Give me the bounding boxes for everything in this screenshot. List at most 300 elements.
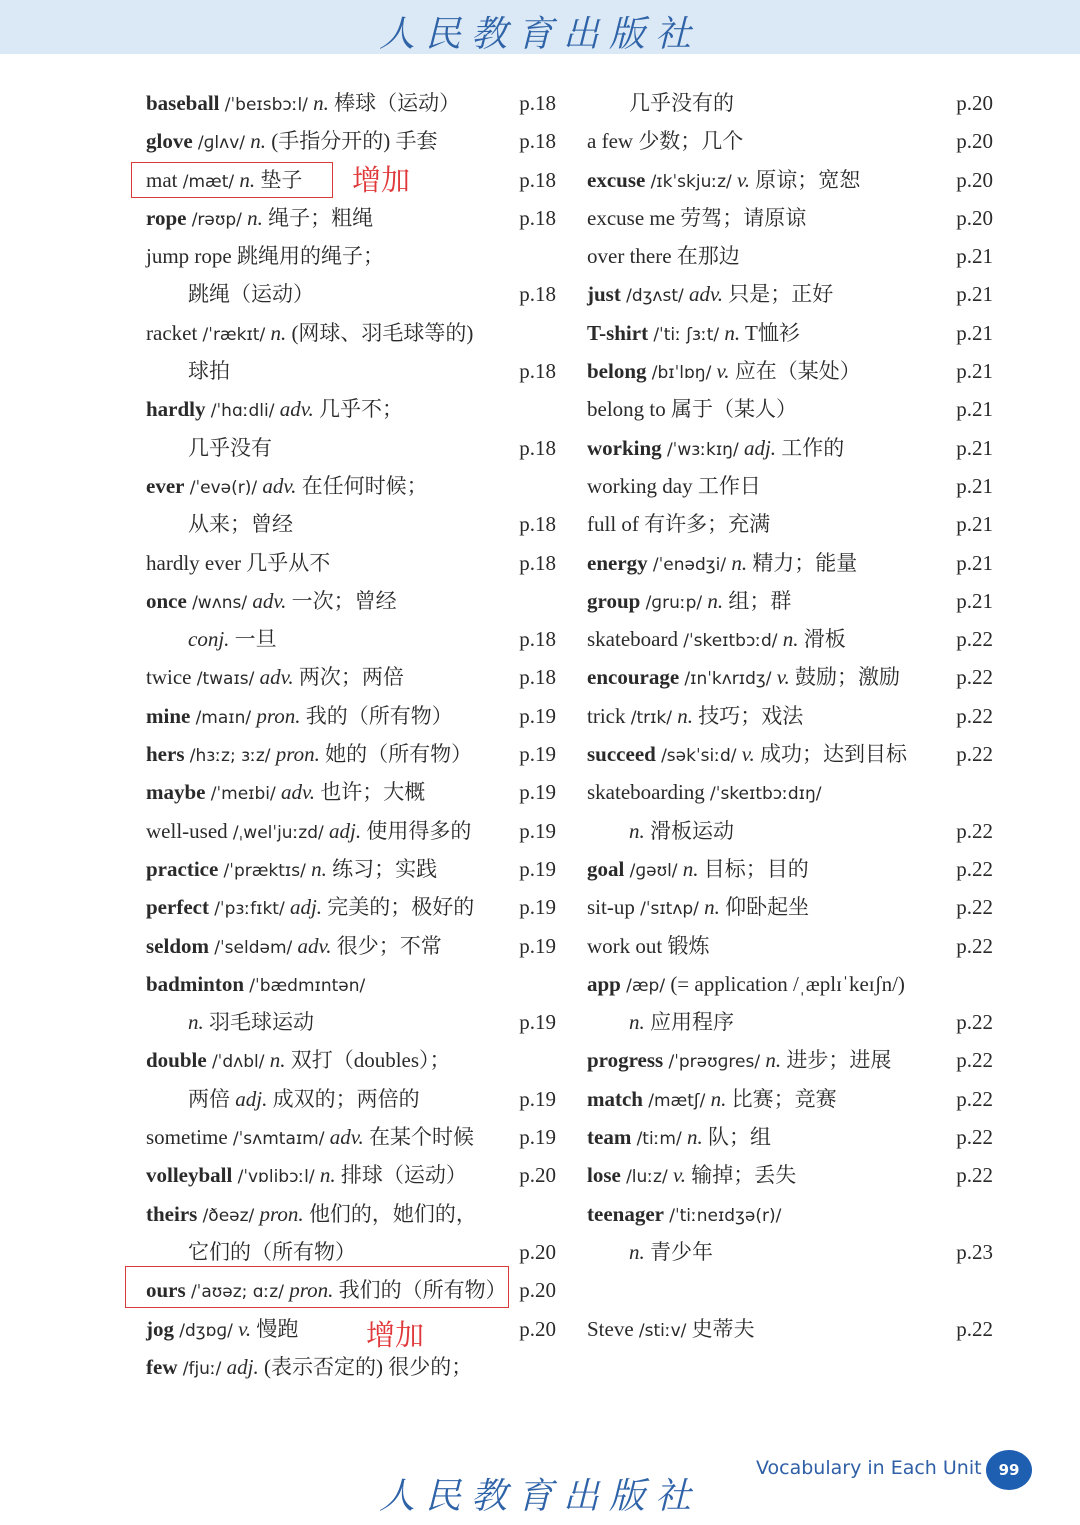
definition: 鼓励；激励: [794, 665, 900, 690]
page-number-badge: 99: [986, 1450, 1032, 1490]
added-label-jog: 增加: [366, 1318, 425, 1352]
headword: teenager: [587, 1201, 664, 1226]
phonetic: /ˈevə(r)/: [189, 477, 258, 498]
definition: 一次；曾经: [291, 588, 397, 613]
vocab-row: [587, 850, 993, 888]
page-ref: p.21: [956, 320, 993, 345]
definition: (手指分开的) 手套: [271, 129, 438, 154]
vocab-entry: [188, 505, 293, 543]
vocab-row: [587, 735, 993, 773]
phonetic: /ˈbædmɪntən/: [249, 975, 366, 996]
page-ref: p.21: [956, 588, 993, 613]
vocab-column-left: [146, 84, 556, 1386]
vocab-row: [146, 544, 556, 582]
definition: 劳驾；请原谅: [680, 205, 807, 230]
phonetic: /ðeəz/: [202, 1205, 255, 1226]
phonetic: /ˈsɪtʌp/: [640, 899, 699, 920]
vocab-entry: [587, 888, 809, 928]
vocab-entry: [587, 1310, 755, 1350]
headword: match: [587, 1086, 643, 1111]
vocab-entry: [587, 620, 846, 660]
definition: 应在（某处）: [734, 359, 861, 384]
page-ref: p.18: [519, 359, 556, 384]
part-of-speech: n.: [710, 1086, 727, 1111]
headword: T-shirt: [587, 320, 649, 345]
definition: 队；组: [707, 1125, 771, 1150]
definition: 几乎从不: [246, 550, 331, 575]
headword: baseball: [146, 91, 220, 115]
phonetic: /mætʃ/: [648, 1090, 706, 1111]
phonetic: /rəʊp/: [191, 209, 242, 230]
phonetic: /æp/: [626, 975, 666, 996]
vocab-entry: [146, 199, 373, 239]
vocab-entry: [146, 467, 428, 507]
page-ref: p.22: [956, 665, 993, 690]
vocab-entry: [587, 1118, 771, 1158]
page-ref: p.22: [956, 742, 993, 767]
phonetic: /ɪkˈskjuːz/: [650, 171, 732, 192]
vocab-row: [146, 122, 556, 160]
phonetic: /ˈseldəm/: [214, 937, 293, 958]
vocab-row: [587, 965, 993, 1003]
vocab-row: [146, 1003, 556, 1041]
vocab-entry: [188, 620, 277, 658]
vocab-entry: [587, 735, 907, 775]
headword: ours: [146, 1278, 186, 1303]
entry-term: work out: [587, 933, 663, 958]
definition: 应用程序: [650, 1010, 734, 1035]
page-ref: p.21: [956, 473, 993, 498]
definition: 他们的，她们的，: [308, 1201, 477, 1226]
entry-term: mat: [146, 167, 178, 192]
definition: 羽毛球运动: [209, 1010, 314, 1035]
vocab-entry: [587, 237, 740, 275]
entry-term: a few: [587, 129, 634, 154]
page-ref: p.21: [956, 282, 993, 307]
vocab-entry: [146, 658, 404, 698]
vocab-entry: [146, 582, 397, 622]
headword: hers: [146, 742, 185, 767]
page-ref: p.18: [519, 205, 556, 230]
definition: 排球（运动）: [340, 1163, 467, 1188]
definition: 很少；不常: [336, 933, 442, 958]
vocab-entry: [587, 1041, 891, 1081]
vocab-row: [146, 237, 556, 275]
definition: 几乎不；: [318, 397, 403, 422]
headword: progress: [587, 1048, 664, 1073]
vocab-entry: [146, 1118, 474, 1158]
vocab-entry: [587, 199, 806, 237]
phonetic: /bɪˈlɒŋ/: [651, 363, 712, 384]
part-of-speech: n.: [686, 1125, 703, 1150]
definition: 原谅；宽恕: [755, 167, 861, 192]
phonetic: /ɡəʊl/: [629, 860, 678, 881]
part-of-speech: n.: [247, 205, 263, 230]
vocab-row: [146, 620, 556, 658]
definition: 使用得多的: [366, 818, 472, 843]
vocab-row: [587, 390, 993, 428]
vocab-entry: [188, 429, 272, 467]
vocab-entry: [587, 582, 791, 622]
phonetic: /ˈmeɪbi/: [210, 784, 276, 805]
highlight-box-ours: [125, 1266, 509, 1308]
vocab-entry: [587, 429, 844, 469]
part-of-speech: conj.: [188, 627, 230, 652]
entry-term: belong to: [587, 397, 666, 422]
vocab-row: [587, 1041, 993, 1079]
page-ref: p.22: [956, 1086, 993, 1111]
headword: energy: [587, 550, 648, 575]
vocab-row: [587, 429, 993, 467]
page-ref: p.21: [956, 244, 993, 269]
page-ref: p.18: [519, 435, 556, 460]
vocab-row: [146, 1310, 556, 1348]
vocab-row: [146, 1080, 556, 1118]
vocab-entry: [188, 1080, 420, 1118]
part-of-speech: v.: [776, 665, 790, 690]
part-of-speech: adv.: [297, 933, 332, 958]
headword: team: [587, 1125, 632, 1150]
headword: perfect: [146, 895, 209, 920]
definition: 她的（所有物）: [325, 742, 473, 767]
definition: 目标；目的: [703, 856, 809, 881]
part-of-speech: adj.: [289, 895, 323, 920]
vocab-entry: [587, 161, 860, 201]
headword: few: [146, 1354, 178, 1379]
part-of-speech: n.: [188, 1010, 204, 1035]
definition: 它们的（所有物）: [188, 1239, 356, 1264]
vocab-row: [587, 467, 993, 505]
page-ref: p.19: [519, 895, 556, 920]
vocab-entry: [146, 850, 437, 890]
definition: 我们的（所有物）: [338, 1278, 507, 1303]
part-of-speech: adv.: [280, 780, 315, 805]
vocab-entry: [587, 1156, 796, 1196]
page-ref: p.18: [519, 627, 556, 652]
page-ref: p.20: [956, 91, 993, 115]
page-ref: p.19: [519, 1086, 556, 1111]
part-of-speech: n.: [782, 627, 799, 652]
vocab-entry: [146, 314, 473, 354]
vocab-entry: [587, 927, 710, 965]
page-ref: p.21: [956, 512, 993, 537]
definition: 工作日: [697, 473, 761, 498]
definition: 锻炼: [667, 933, 710, 958]
phonetic: /ˈenədʒi/: [652, 554, 727, 575]
definition: 技巧；戏法: [698, 703, 804, 728]
vocab-row: [587, 1195, 993, 1233]
part-of-speech: n.: [629, 818, 645, 843]
definition: 也许；大概: [320, 780, 426, 805]
definition: 绳子；粗绳: [268, 205, 374, 230]
vocab-row: [587, 773, 993, 811]
page-ref: p.19: [519, 1125, 556, 1150]
page-ref: p.20: [519, 1316, 556, 1341]
headword: encourage: [587, 665, 680, 690]
part-of-speech: n.: [250, 129, 266, 154]
headword: excuse: [587, 167, 646, 192]
part-of-speech: v.: [716, 359, 730, 384]
part-of-speech: adv.: [259, 665, 294, 690]
headword: mine: [146, 703, 191, 728]
vocab-entry: [146, 965, 365, 1005]
phonetic: /ˌwelˈjuːzd/: [232, 822, 324, 843]
phonetic: /trɪk/: [630, 707, 673, 728]
definition: 从来；曾经: [188, 512, 293, 537]
phonetic: /mæt/: [182, 171, 235, 192]
vocab-entry: [587, 697, 803, 737]
phonetic: /ˈsʌmtaɪm/: [232, 1129, 325, 1150]
headword: hardly: [146, 397, 206, 422]
definition: 工作的: [781, 435, 845, 460]
entry-term: sometime: [146, 1125, 228, 1150]
vocab-row: [146, 658, 556, 696]
vocab-row: [587, 697, 993, 735]
vocab-row: [587, 1003, 993, 1041]
page-ref: p.21: [956, 397, 993, 422]
publisher-logo-top: 人民教育出版社: [378, 14, 701, 55]
vocab-row: [587, 582, 993, 620]
vocab-entry: [587, 965, 905, 1005]
vocab-row: [146, 582, 556, 620]
vocab-row: [587, 275, 993, 313]
vocab-entry: [587, 850, 809, 890]
vocab-entry: [587, 1080, 837, 1120]
part-of-speech: n.: [629, 1010, 645, 1035]
vocab-entry: [629, 84, 734, 122]
phonetic: /ɡlʌv/: [197, 133, 245, 154]
vocab-row: [587, 544, 993, 582]
definition: 两次；两倍: [298, 665, 404, 690]
entry-term: skateboard: [587, 627, 678, 652]
phonetic: /luːz/: [626, 1167, 668, 1188]
definition: 输掉；丢失: [691, 1163, 797, 1188]
vocab-row: [587, 161, 993, 199]
vocab-entry: [587, 275, 833, 315]
page-ref: p.20: [956, 167, 993, 192]
part-of-speech: adv.: [262, 473, 297, 498]
definition: 慢跑: [256, 1316, 299, 1341]
publisher-logo-bottom: 人民教育出版社: [378, 1476, 701, 1517]
vocab-row: [587, 1233, 993, 1271]
vocab-row: [587, 122, 993, 160]
headword: lose: [587, 1163, 621, 1188]
definition: 跳绳用的绳子；: [236, 244, 384, 269]
phonetic: /ˈaʊəz; ɑːz/: [190, 1282, 284, 1303]
phonetic: /ˈvɒlibɔːl/: [237, 1167, 315, 1188]
part-of-speech: adj.: [226, 1354, 259, 1379]
entry-term: over there: [587, 244, 672, 269]
page-ref: p.19: [519, 818, 556, 843]
vocab-entry: [146, 697, 453, 737]
vocab-row: [146, 1041, 556, 1079]
page-ref: p.20: [519, 1163, 556, 1188]
vocab-row: [146, 927, 556, 965]
definition: 两倍: [188, 1086, 230, 1111]
page-ref: p.22: [956, 1048, 993, 1073]
phonetic: /dʒʌst/: [626, 286, 684, 307]
vocab-entry: [146, 1156, 467, 1196]
entry-term: trick: [587, 703, 626, 728]
highlight-box-mat: [131, 162, 333, 198]
part-of-speech: adv.: [279, 397, 314, 422]
headword: theirs: [146, 1201, 198, 1226]
entry-term: jump rope: [146, 244, 232, 269]
page-ref: p.19: [519, 780, 556, 805]
entry-term: Steve: [587, 1316, 634, 1341]
phonetic: /ˈskeɪtbɔːd/: [683, 631, 778, 652]
vocab-row: [146, 199, 556, 237]
vocab-entry: [146, 1310, 298, 1350]
definition: 球拍: [188, 359, 230, 384]
vocab-entry: [146, 927, 442, 967]
definition: 在某个时候: [369, 1125, 474, 1150]
definition: 完美的；极好的: [327, 895, 475, 920]
part-of-speech: adv.: [689, 282, 724, 307]
headword: volleyball: [146, 1163, 233, 1188]
vocab-row: [146, 429, 556, 467]
page-ref: p.18: [519, 282, 556, 307]
headword: seldom: [146, 933, 209, 958]
phonetic: /ɡruːp/: [645, 592, 703, 613]
vocab-entry: [587, 122, 743, 160]
definition: 垫子: [260, 167, 303, 192]
definition: 青少年: [650, 1239, 713, 1264]
vocab-entry: [587, 352, 861, 392]
headword: goal: [587, 856, 625, 881]
headword: just: [587, 282, 621, 307]
headword: ever: [146, 473, 185, 498]
headword: working: [587, 435, 662, 460]
page-ref: p.19: [519, 933, 556, 958]
part-of-speech: n.: [629, 1239, 645, 1264]
page-ref: p.18: [519, 512, 556, 537]
vocab-entry: [146, 812, 471, 852]
part-of-speech: n.: [677, 703, 694, 728]
phonetic: /dʒɒɡ/: [179, 1320, 233, 1341]
vocab-entry: [146, 390, 403, 430]
definition: 在那边: [676, 244, 740, 269]
part-of-speech: adj.: [328, 818, 362, 843]
vocab-row: [587, 812, 993, 850]
phonetic: /maɪn/: [195, 707, 252, 728]
page-ref: p.21: [956, 550, 993, 575]
definition: 属于（某人）: [671, 397, 797, 422]
vocab-row: [146, 1195, 556, 1233]
vocab-row: [146, 390, 556, 428]
phonetic: /ˈhɑːdli/: [210, 401, 275, 422]
part-of-speech: n.: [682, 856, 699, 881]
phonetic: /ˈprəʊɡres/: [668, 1052, 761, 1073]
page-ref: p.21: [956, 359, 993, 384]
headword: succeed: [587, 742, 656, 767]
vocab-row: [146, 1348, 556, 1386]
definition: 有许多；充满: [644, 512, 771, 537]
page-ref: p.18: [519, 129, 556, 154]
entry-term: racket: [146, 320, 198, 345]
vocab-row: [146, 1156, 556, 1194]
vocab-row: [146, 735, 556, 773]
entry-term: sit-up: [587, 895, 635, 920]
vocab-entry: [188, 352, 230, 390]
definition: (= application /ˌæplɪˈkeɪʃn/): [670, 971, 905, 996]
page-ref: p.19: [519, 1010, 556, 1035]
definition: 组；群: [728, 588, 792, 613]
entry-term: well-used: [146, 818, 228, 843]
vocab-entry: [146, 544, 330, 582]
vocab-row: [587, 1080, 993, 1118]
part-of-speech: n.: [765, 1048, 782, 1073]
page-ref: p.22: [956, 703, 993, 728]
vocab-entry: [188, 275, 314, 313]
vocab-entry: [146, 735, 472, 775]
phonetic: /ˈpɜːfɪkt/: [214, 899, 285, 920]
entry-term: full of: [587, 512, 639, 537]
vocab-row: [587, 199, 993, 237]
part-of-speech: n.: [704, 895, 720, 920]
entry-term: twice: [146, 665, 192, 690]
phonetic: /hɜːz; ɜːz/: [189, 746, 271, 767]
vocab-entry: [587, 1195, 781, 1235]
vocab-row: [587, 314, 993, 352]
page-ref: p.19: [519, 703, 556, 728]
vocab-row: [146, 697, 556, 735]
part-of-speech: v.: [672, 1163, 686, 1188]
headword: glove: [146, 129, 193, 154]
part-of-speech: n.: [707, 588, 724, 613]
phonetic: /twaɪs/: [196, 669, 255, 690]
vocab-entry: [587, 658, 900, 698]
page-ref: p.22: [956, 1316, 993, 1341]
vocab-entry: [629, 1233, 713, 1271]
added-label-mat: 增加: [352, 163, 411, 197]
vocab-entry: [146, 1041, 451, 1081]
definition: 一旦: [234, 627, 277, 652]
definition: 成双的；两倍的: [272, 1086, 420, 1111]
definition: (表示否定的) 很少的；: [264, 1354, 473, 1379]
definition: 进步；进展: [786, 1048, 892, 1073]
vocab-row: [587, 927, 993, 965]
page-ref: p.20: [956, 129, 993, 154]
vocab-row: [146, 275, 556, 313]
page-ref: p.20: [519, 1239, 556, 1264]
page-ref: p.23: [956, 1239, 993, 1264]
headword: rope: [146, 205, 187, 230]
part-of-speech: n.: [270, 320, 287, 345]
vocab-row: [587, 888, 993, 926]
page-ref: p.22: [956, 1010, 993, 1035]
page-ref: p.18: [519, 550, 556, 575]
vocab-entry: [587, 505, 770, 543]
vocab-row: [587, 1156, 993, 1194]
page-ref: p.18: [519, 665, 556, 690]
phonetic: /səkˈsiːd/: [661, 746, 737, 767]
definition: 几乎没有: [188, 435, 272, 460]
phonetic: /ɪnˈkʌrɪdʒ/: [684, 669, 772, 690]
page-ref: p.20: [519, 1278, 556, 1303]
vocab-row: [587, 620, 993, 658]
definition: 几乎没有的: [629, 91, 734, 115]
phonetic: /ˈdʌbl/: [211, 1052, 265, 1073]
page-ref: p.18: [519, 91, 556, 115]
phonetic: /wʌns/: [192, 592, 248, 613]
part-of-speech: v.: [736, 167, 750, 192]
vocab-row: [146, 84, 556, 122]
part-of-speech: pron.: [289, 1278, 334, 1303]
page-ref: p.19: [519, 856, 556, 881]
vocab-entry: [188, 1003, 314, 1041]
vocab-row: [587, 505, 993, 543]
